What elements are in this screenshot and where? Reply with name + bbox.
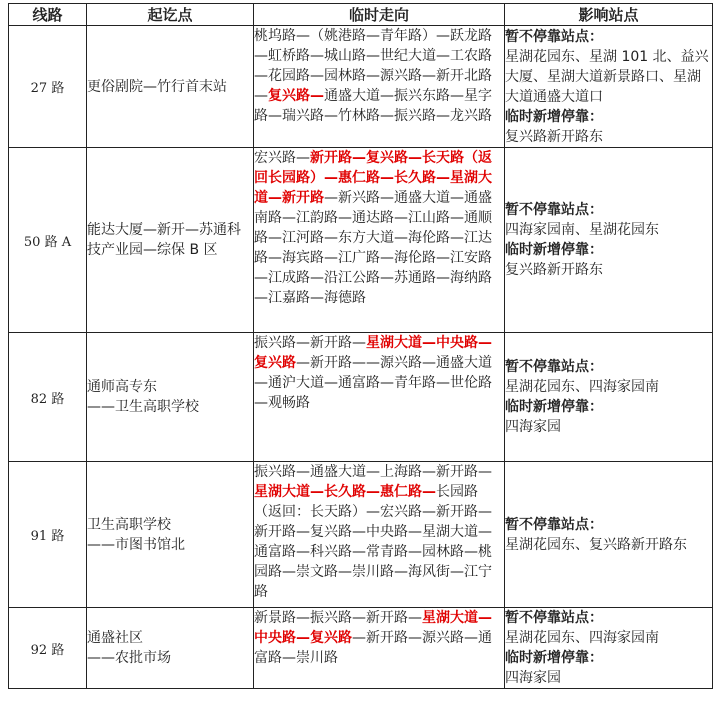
route-number: 92 路 bbox=[9, 608, 87, 689]
route-number: 50 路 A bbox=[9, 148, 87, 333]
temporary-route bbox=[254, 333, 505, 462]
start-end-points bbox=[87, 148, 254, 333]
header-start-end: 起讫点 bbox=[87, 4, 254, 26]
station-list: 复兴路新开路东 bbox=[505, 262, 603, 278]
table-row bbox=[9, 26, 713, 148]
route-segment: 长园路（返回：长天路）—宏兴路—新开路—新开路—复兴路—中央路—星湖大道—通富路—科兴路—常青路—园林路—桃园路—崇文路—崇川路—海风街—江宁路 bbox=[254, 484, 492, 600]
affected-stations bbox=[505, 148, 713, 333]
route-segment: 新景路—振兴路—新开路— bbox=[254, 610, 422, 626]
route-segment: 振兴路—新开路— bbox=[254, 335, 366, 351]
route-detour-highlight: 星湖大道—中央路—复兴路 bbox=[254, 335, 492, 371]
table-row bbox=[9, 608, 713, 689]
route-segment: 宏兴路— bbox=[254, 150, 310, 166]
route-detour-highlight: 新开路—复兴路—长天路（返回长园路）—惠仁路—长久路—星湖大道—新开路 bbox=[254, 150, 492, 206]
station-label: 临时新增停靠： bbox=[505, 242, 603, 258]
station-list: 四海家园 bbox=[505, 419, 561, 435]
station-label: 暂不停靠站点： bbox=[505, 516, 603, 533]
start-end-text: ——市图书馆北 bbox=[87, 536, 185, 553]
station-label: 暂不停靠站点： bbox=[505, 359, 603, 375]
affected-stations bbox=[505, 462, 713, 608]
route-segment: 振兴路—通盛大道—上海路—新开路— bbox=[254, 464, 492, 480]
start-end-points bbox=[87, 26, 254, 148]
route-number: 91 路 bbox=[9, 462, 87, 608]
start-end-text: 更俗剧院—竹行首末站 bbox=[87, 78, 227, 95]
affected-stations bbox=[505, 608, 713, 689]
affected-stations bbox=[505, 26, 713, 148]
station-list: 四海家园南、星湖花园东 bbox=[505, 222, 659, 238]
temporary-route bbox=[254, 608, 505, 689]
station-label: 临时新增停靠： bbox=[505, 650, 603, 666]
station-list: 星湖花园东、星湖 101 北、益兴大厦、星湖大道新景路口、星湖大道通盛大道口 bbox=[505, 48, 709, 105]
temporary-route bbox=[254, 26, 505, 148]
station-label: 暂不停靠站点： bbox=[505, 202, 603, 218]
temporary-route bbox=[254, 148, 505, 333]
station-list: 星湖花园东、四海家园南 bbox=[505, 379, 659, 395]
table-row bbox=[9, 148, 713, 333]
station-label: 临时新增停靠： bbox=[505, 108, 603, 125]
route-detour-highlight: 复兴路— bbox=[268, 88, 324, 104]
affected-stations bbox=[505, 333, 713, 462]
start-end-points bbox=[87, 608, 254, 689]
route-segment: 桃坞路—（姚港路—青年路）—跃龙路—虹桥路—城山路—世纪大道—工农路—花园路—园林路—源兴路—新开北路— bbox=[254, 28, 492, 104]
route-segment: 通盛大道—振兴东路—星字路—瑞兴路—竹林路—振兴路—龙兴路 bbox=[254, 88, 492, 124]
station-list: 星湖花园东、四海家园南 bbox=[505, 630, 659, 646]
table-row bbox=[9, 333, 713, 462]
table-row bbox=[9, 462, 713, 608]
station-list: 星湖花园东、复兴路新开路东 bbox=[505, 536, 687, 553]
station-label: 暂不停靠站点： bbox=[505, 610, 603, 626]
bus-route-table bbox=[8, 3, 713, 689]
header-affected-stations: 影响站点 bbox=[505, 4, 713, 26]
station-list: 四海家园 bbox=[505, 670, 561, 686]
start-end-text: 卫生高职学校 bbox=[87, 516, 171, 533]
route-segment: —新开路—源兴路—通富路—崇川路 bbox=[254, 630, 492, 666]
start-end-text: 能达大厦—新开—苏通科技产业园—综保 B 区 bbox=[87, 222, 241, 258]
route-number: 82 路 bbox=[9, 333, 87, 462]
header-temporary-route: 临时走向 bbox=[254, 4, 505, 26]
start-end-text: ——卫生高职学校 bbox=[87, 399, 199, 415]
temporary-route bbox=[254, 462, 505, 608]
station-list: 复兴路新开路东 bbox=[505, 128, 603, 145]
start-end-text: 通盛社区 bbox=[87, 630, 143, 646]
route-number: 27 路 bbox=[9, 26, 87, 148]
route-detour-highlight: 星湖大道—中央路—复兴路 bbox=[254, 610, 492, 646]
start-end-text: 通师高专东 bbox=[87, 379, 157, 395]
start-end-points bbox=[87, 462, 254, 608]
route-detour-highlight: 星湖大道—长久路—惠仁路— bbox=[254, 484, 436, 500]
route-segment: —新开路——源兴路—通盛大道—通沪大道—通富路—青年路—世伦路—观畅路 bbox=[254, 355, 492, 411]
table-header-row bbox=[9, 4, 713, 26]
start-end-points bbox=[87, 333, 254, 462]
station-label: 临时新增停靠： bbox=[505, 399, 603, 415]
station-label: 暂不停靠站点： bbox=[505, 28, 603, 45]
route-segment: —新兴路—通盛大道—通盛南路—江韵路—通达路—江山路—通顺路—江河路—东方大道—海伦路—江达路—海宾路—江广路—海伦路—江安路—江成路—沿江公路—苏通路—海纳路—江嘉路—海德路 bbox=[254, 190, 492, 306]
header-line: 线路 bbox=[9, 4, 87, 26]
start-end-text: ——农批市场 bbox=[87, 650, 171, 666]
